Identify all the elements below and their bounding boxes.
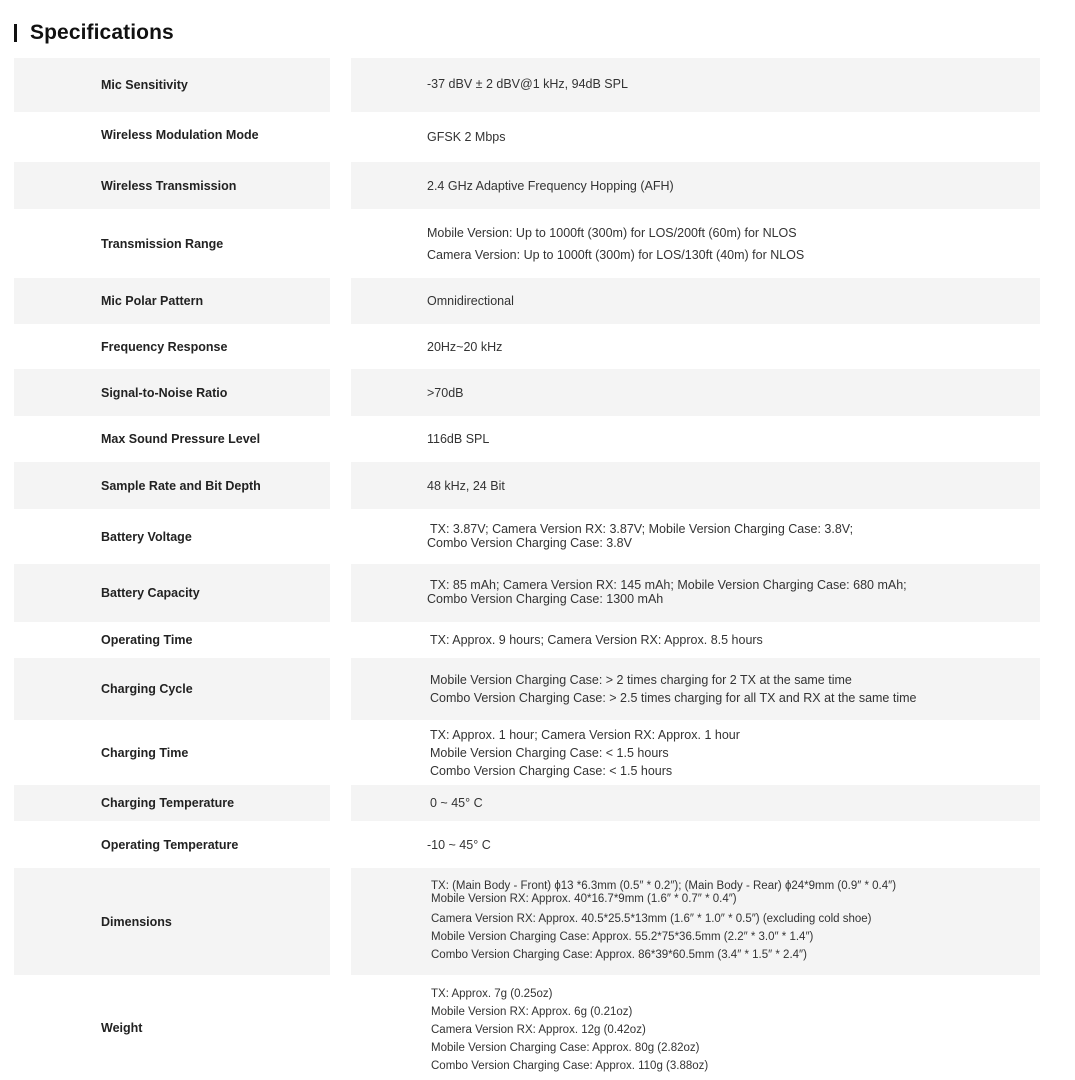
spec-label: Battery Voltage	[101, 529, 192, 544]
spec-label: Wireless Modulation Mode	[101, 128, 259, 142]
spec-label: Charging Cycle	[101, 682, 193, 696]
spec-value-line: Combo Version Charging Case: 1300 mAh	[427, 592, 664, 606]
spec-value-line: TX: Approx. 7g (0.25oz)	[431, 988, 553, 1000]
spec-value: -10 ~ 45° C	[427, 837, 491, 852]
spec-row-frequency-response	[14, 324, 1040, 369]
title-accent-bar	[14, 24, 17, 42]
spec-label: Battery Capacity	[101, 586, 200, 600]
spec-label: Wireless Transmission	[101, 178, 237, 193]
spec-row-battery-capacity	[14, 564, 1040, 622]
spec-value-line: Camera Version RX: Approx. 40.5*25.5*13mm (1.6″ * 1.0″ * 0.5″) (excluding cold shoe)	[431, 912, 872, 925]
spec-row-max-sound-pressure-level	[14, 416, 1040, 462]
spec-value-line: TX: 3.87V; Camera Version RX: 3.87V; Mobile Version Charging Case: 3.8V;	[430, 521, 854, 536]
spec-label: Operating Time	[101, 633, 193, 647]
spec-label: Mic Polar Pattern	[101, 294, 204, 308]
spec-value-line: Mobile Version Charging Case: Approx. 55.2*75*36.5mm (2.2″ * 3.0″ * 1.4″)	[431, 930, 814, 943]
spec-row-operating-temperature	[14, 821, 1040, 868]
spec-value-line: TX: 85 mAh; Camera Version RX: 145 mAh; Mobile Version Charging Case: 680 mAh;	[430, 578, 907, 592]
spec-value-line: TX: (Main Body - Front) ϕ13 *6.3mm (0.5″ * 0.2″); (Main Body - Rear) ϕ24*9mm (0.9″ * 0.4″)	[431, 879, 897, 892]
spec-row-battery-voltage	[14, 509, 1040, 564]
spec-row-charging-time	[14, 720, 1040, 785]
spec-label: Max Sound Pressure Level	[101, 432, 261, 446]
spec-row-mic-sensitivity	[14, 58, 1040, 112]
spec-value: GFSK 2 Mbps	[427, 130, 506, 144]
spec-value-line: Mobile Version RX: Approx. 40*16.7*9mm (1.6″ * 0.7″ * 0.4″)	[431, 892, 737, 905]
spec-row-dimensions	[14, 868, 1040, 975]
spec-label: Signal-to-Noise Ratio	[101, 385, 228, 400]
spec-label: Operating Temperature	[101, 837, 239, 852]
spec-label: Mic Sensitivity	[101, 78, 188, 92]
spec-value: 116dB SPL	[427, 432, 490, 446]
page-title: Specifications	[30, 21, 174, 44]
spec-value-line: Combo Version Charging Case: Approx. 110g (3.88oz)	[431, 1060, 709, 1072]
spec-label: Sample Rate and Bit Depth	[101, 478, 261, 493]
spec-label: Transmission Range	[101, 236, 224, 251]
spec-row-wireless-transmission	[14, 162, 1040, 209]
spec-label: Charging Time	[101, 745, 189, 760]
spec-value-line: Mobile Version Charging Case: > 2 times charging for 2 TX at the same time	[430, 673, 852, 687]
spec-row-charging-temperature	[14, 785, 1040, 821]
spec-label: Dimensions	[101, 914, 172, 929]
spec-value-line: Combo Version Charging Case: > 2.5 times charging for all TX and RX at the same time	[430, 691, 917, 705]
spec-value-line: Combo Version Charging Case: 3.8V	[427, 535, 632, 550]
spec-value-line: Mobile Version RX: Approx. 6g (0.21oz)	[431, 1006, 633, 1018]
spec-label: Weight	[101, 1020, 143, 1035]
spec-value: 48 kHz, 24 Bit	[427, 478, 505, 493]
spec-row-sample-rate-bit-depth	[14, 462, 1040, 509]
spec-row-transmission-range	[14, 209, 1040, 278]
spec-label: Frequency Response	[101, 339, 228, 354]
spec-value: 2.4 GHz Adaptive Frequency Hopping (AFH)	[427, 178, 674, 193]
spec-value: TX: Approx. 9 hours; Camera Version RX: Approx. 8.5 hours	[430, 633, 763, 647]
spec-value: -37 dBV ± 2 dBV@1 kHz, 94dB SPL	[427, 76, 628, 91]
spec-value-line: Camera Version: Up to 1000ft (300m) for LOS/130ft (40m) for NLOS	[427, 247, 805, 262]
spec-label: Charging Temperature	[101, 796, 235, 810]
spec-value-line: Combo Version Charging Case: < 1.5 hours	[430, 763, 673, 778]
spec-value: 20Hz~20 kHz	[427, 339, 503, 354]
spec-value-line: Mobile Version Charging Case: Approx. 80g (2.82oz)	[431, 1042, 700, 1054]
spec-value-line: Mobile Version Charging Case: < 1.5 hours	[430, 745, 669, 760]
spec-value: >70dB	[427, 385, 464, 400]
spec-value: Omnidirectional	[427, 294, 514, 308]
spec-value-line: Mobile Version: Up to 1000ft (300m) for LOS/200ft (60m) for NLOS	[427, 225, 797, 240]
spec-row-weight	[14, 975, 1040, 1080]
spec-row-signal-to-noise-ratio	[14, 369, 1040, 416]
spec-row-operating-time	[14, 622, 1040, 658]
section-header	[14, 18, 174, 48]
spec-row-charging-cycle	[14, 658, 1040, 720]
spec-value-line: TX: Approx. 1 hour; Camera Version RX: Approx. 1 hour	[430, 727, 740, 742]
spec-value-line: Combo Version Charging Case: Approx. 86*39*60.5mm (3.4″ * 1.5″ * 2.4″)	[431, 948, 807, 961]
spec-value-line: Camera Version RX: Approx. 12g (0.42oz)	[431, 1024, 646, 1036]
spec-value: 0 ~ 45° C	[430, 796, 483, 810]
spec-row-mic-polar-pattern	[14, 278, 1040, 324]
spec-row-wireless-modulation-mode	[14, 112, 1040, 162]
